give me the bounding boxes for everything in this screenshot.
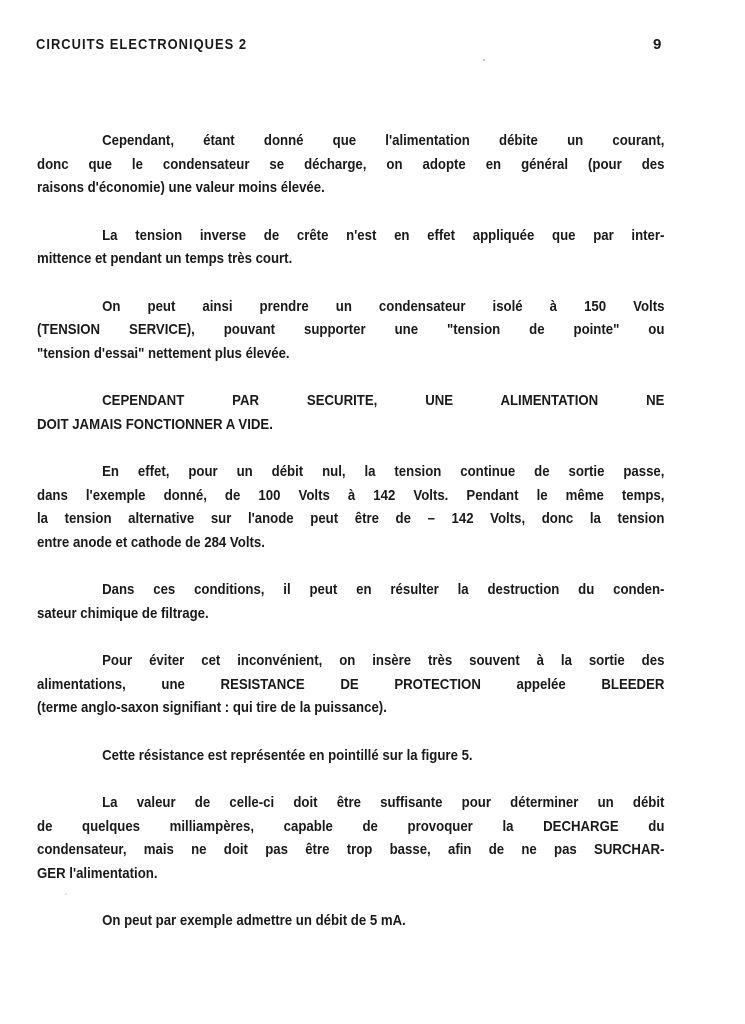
paragraph-9: [37, 791, 665, 885]
text-line: (terme anglo-saxon signifiant : qui tire de la puissance).: [37, 699, 387, 716]
text-line: Pour éviter cet inconvénient, on insère très souvent à la sortie des: [102, 652, 665, 669]
paragraph-4-warning: [37, 389, 665, 436]
text-line: La valeur de celle-ci doit être suffisante pour déterminer un débit: [102, 794, 665, 811]
text-line: donc que le condensateur se décharge, on adopte en général (pour des: [37, 155, 665, 173]
text-line: DOIT JAMAIS FONCTIONNER A VIDE.: [37, 415, 273, 433]
paragraph-2: [37, 224, 665, 271]
text-line: CEPENDANT PAR SECURITE, UNE ALIMENTATION NE: [102, 392, 665, 409]
text-line: entre anode et cathode de 284 Volts.: [37, 533, 265, 551]
text-line: condensateur, mais ne doit pas être trop basse, afin de ne pas SURCHAR-: [37, 841, 665, 858]
text-line: alimentations, une RESISTANCE DE PROTECTION appelée BLEEDER: [37, 675, 665, 693]
running-header: [36, 36, 579, 56]
page-body: [37, 129, 665, 933]
text-line: sateur chimique de filtrage.: [37, 604, 209, 622]
text-line: On peut ainsi prendre un condensateur isolé à 150 Volts: [102, 297, 665, 315]
paragraph-7: [37, 649, 665, 720]
text-line: (TENSION SERVICE), pouvant supporter une "tension de pointe" ou: [37, 321, 665, 338]
paragraph-10: [37, 909, 665, 933]
text-line: La tension inverse de crête n'est en effet appliquée que par inter-: [102, 226, 665, 244]
page-number: 9: [653, 36, 662, 53]
text-line: En effet, pour un débit nul, la tension continue de sortie passe,: [102, 463, 665, 480]
text-line: mittence et pendant un temps très court.: [37, 250, 293, 267]
text-line: Dans ces conditions, il peut en résulter la destruction du conden-: [102, 581, 665, 598]
paragraph-6: [37, 578, 665, 625]
text-line: dans l'exemple donné, de 100 Volts à 142 Volts. Pendant le même temps,: [37, 486, 665, 504]
paragraph-8: [37, 744, 665, 768]
scan-speck: [483, 59, 485, 61]
paragraph-1: [37, 129, 665, 200]
text-line: GER l'alimentation.: [37, 864, 158, 882]
text-line: de quelques milliampères, capable de provoquer la DECHARGE du: [37, 817, 665, 835]
text-line: Cependant, étant donné que l'alimentation débite un courant,: [102, 132, 665, 149]
text-line: "tension d'essai" nettement plus élevée.: [37, 344, 290, 362]
paragraph-5: [37, 460, 665, 554]
book-title: CIRCUITS ELECTRONIQUES 2: [36, 36, 248, 53]
paragraph-3: [37, 295, 665, 366]
text-line: la tension alternative sur l'anode peut être de – 142 Volts, donc la tension: [37, 510, 665, 527]
text-line: raisons d'économie) une valeur moins élevée.: [37, 179, 325, 196]
text-line: On peut par exemple admettre un débit de 5 mA.: [102, 912, 406, 929]
text-line: Cette résistance est représentée en pointillé sur la figure 5.: [102, 746, 473, 764]
